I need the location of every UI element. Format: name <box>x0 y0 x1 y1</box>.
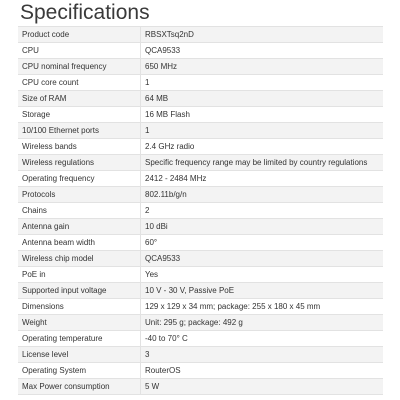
spec-row <box>18 43 383 59</box>
spec-label: Supported input voltage <box>18 283 141 299</box>
spec-value: 16 MB Flash <box>141 107 384 123</box>
spec-row <box>18 299 383 315</box>
spec-row <box>18 155 383 171</box>
spec-value: 3 <box>141 347 384 363</box>
spec-label: Dimensions <box>18 299 141 315</box>
spec-label: Antenna gain <box>18 219 141 235</box>
spec-label: Wireless bands <box>18 139 141 155</box>
spec-label: Operating temperature <box>18 331 141 347</box>
spec-label: Storage <box>18 107 141 123</box>
spec-label: Wireless regulations <box>18 155 141 171</box>
spec-row <box>18 123 383 139</box>
spec-value: Yes <box>141 267 384 283</box>
spec-row <box>18 267 383 283</box>
spec-label: PoE in <box>18 267 141 283</box>
spec-value: 1 <box>141 123 384 139</box>
spec-value: RouterOS <box>141 363 384 379</box>
spec-row <box>18 139 383 155</box>
spec-row <box>18 75 383 91</box>
spec-value: QCA9533 <box>141 251 384 267</box>
spec-row <box>18 363 383 379</box>
spec-value: 2.4 GHz radio <box>141 139 384 155</box>
spec-label: Operating System <box>18 363 141 379</box>
spec-label: Wireless chip model <box>18 251 141 267</box>
spec-value: 10 V - 30 V, Passive PoE <box>141 283 384 299</box>
spec-row <box>18 219 383 235</box>
spec-row <box>18 171 383 187</box>
spec-label: CPU core count <box>18 75 141 91</box>
spec-row <box>18 235 383 251</box>
spec-value: -40 to 70° C <box>141 331 384 347</box>
spec-label: 10/100 Ethernet ports <box>18 123 141 139</box>
spec-value: 2412 - 2484 MHz <box>141 171 384 187</box>
page-title: Specifications <box>20 1 150 24</box>
spec-value: Specific frequency range may be limited by country regulations <box>141 155 384 171</box>
specifications-table-body <box>18 27 383 395</box>
spec-row <box>18 187 383 203</box>
spec-row <box>18 379 383 395</box>
spec-value: 64 MB <box>141 91 384 107</box>
spec-row <box>18 107 383 123</box>
spec-label: Chains <box>18 203 141 219</box>
spec-value: 129 x 129 x 34 mm; package: 255 x 180 x 45 mm <box>141 299 384 315</box>
spec-row <box>18 283 383 299</box>
spec-value: 10 dBi <box>141 219 384 235</box>
spec-label: Max Power consumption <box>18 379 141 395</box>
spec-value: 802.11b/g/n <box>141 187 384 203</box>
spec-label: Operating frequency <box>18 171 141 187</box>
spec-row <box>18 347 383 363</box>
spec-label: Protocols <box>18 187 141 203</box>
spec-value: Unit: 295 g; package: 492 g <box>141 315 384 331</box>
spec-value: RBSXTsq2nD <box>141 27 384 43</box>
spec-value: 60° <box>141 235 384 251</box>
spec-label: Antenna beam width <box>18 235 141 251</box>
specifications-table <box>18 26 383 395</box>
spec-row <box>18 315 383 331</box>
spec-label: Size of RAM <box>18 91 141 107</box>
spec-value: 1 <box>141 75 384 91</box>
spec-label: License level <box>18 347 141 363</box>
spec-label: CPU <box>18 43 141 59</box>
spec-label: CPU nominal frequency <box>18 59 141 75</box>
spec-row <box>18 59 383 75</box>
spec-value: 650 MHz <box>141 59 384 75</box>
spec-value: QCA9533 <box>141 43 384 59</box>
spec-label: Weight <box>18 315 141 331</box>
spec-row <box>18 331 383 347</box>
spec-row <box>18 27 383 43</box>
spec-row <box>18 91 383 107</box>
spec-value: 5 W <box>141 379 384 395</box>
spec-value: 2 <box>141 203 384 219</box>
spec-row <box>18 251 383 267</box>
spec-row <box>18 203 383 219</box>
spec-label: Product code <box>18 27 141 43</box>
